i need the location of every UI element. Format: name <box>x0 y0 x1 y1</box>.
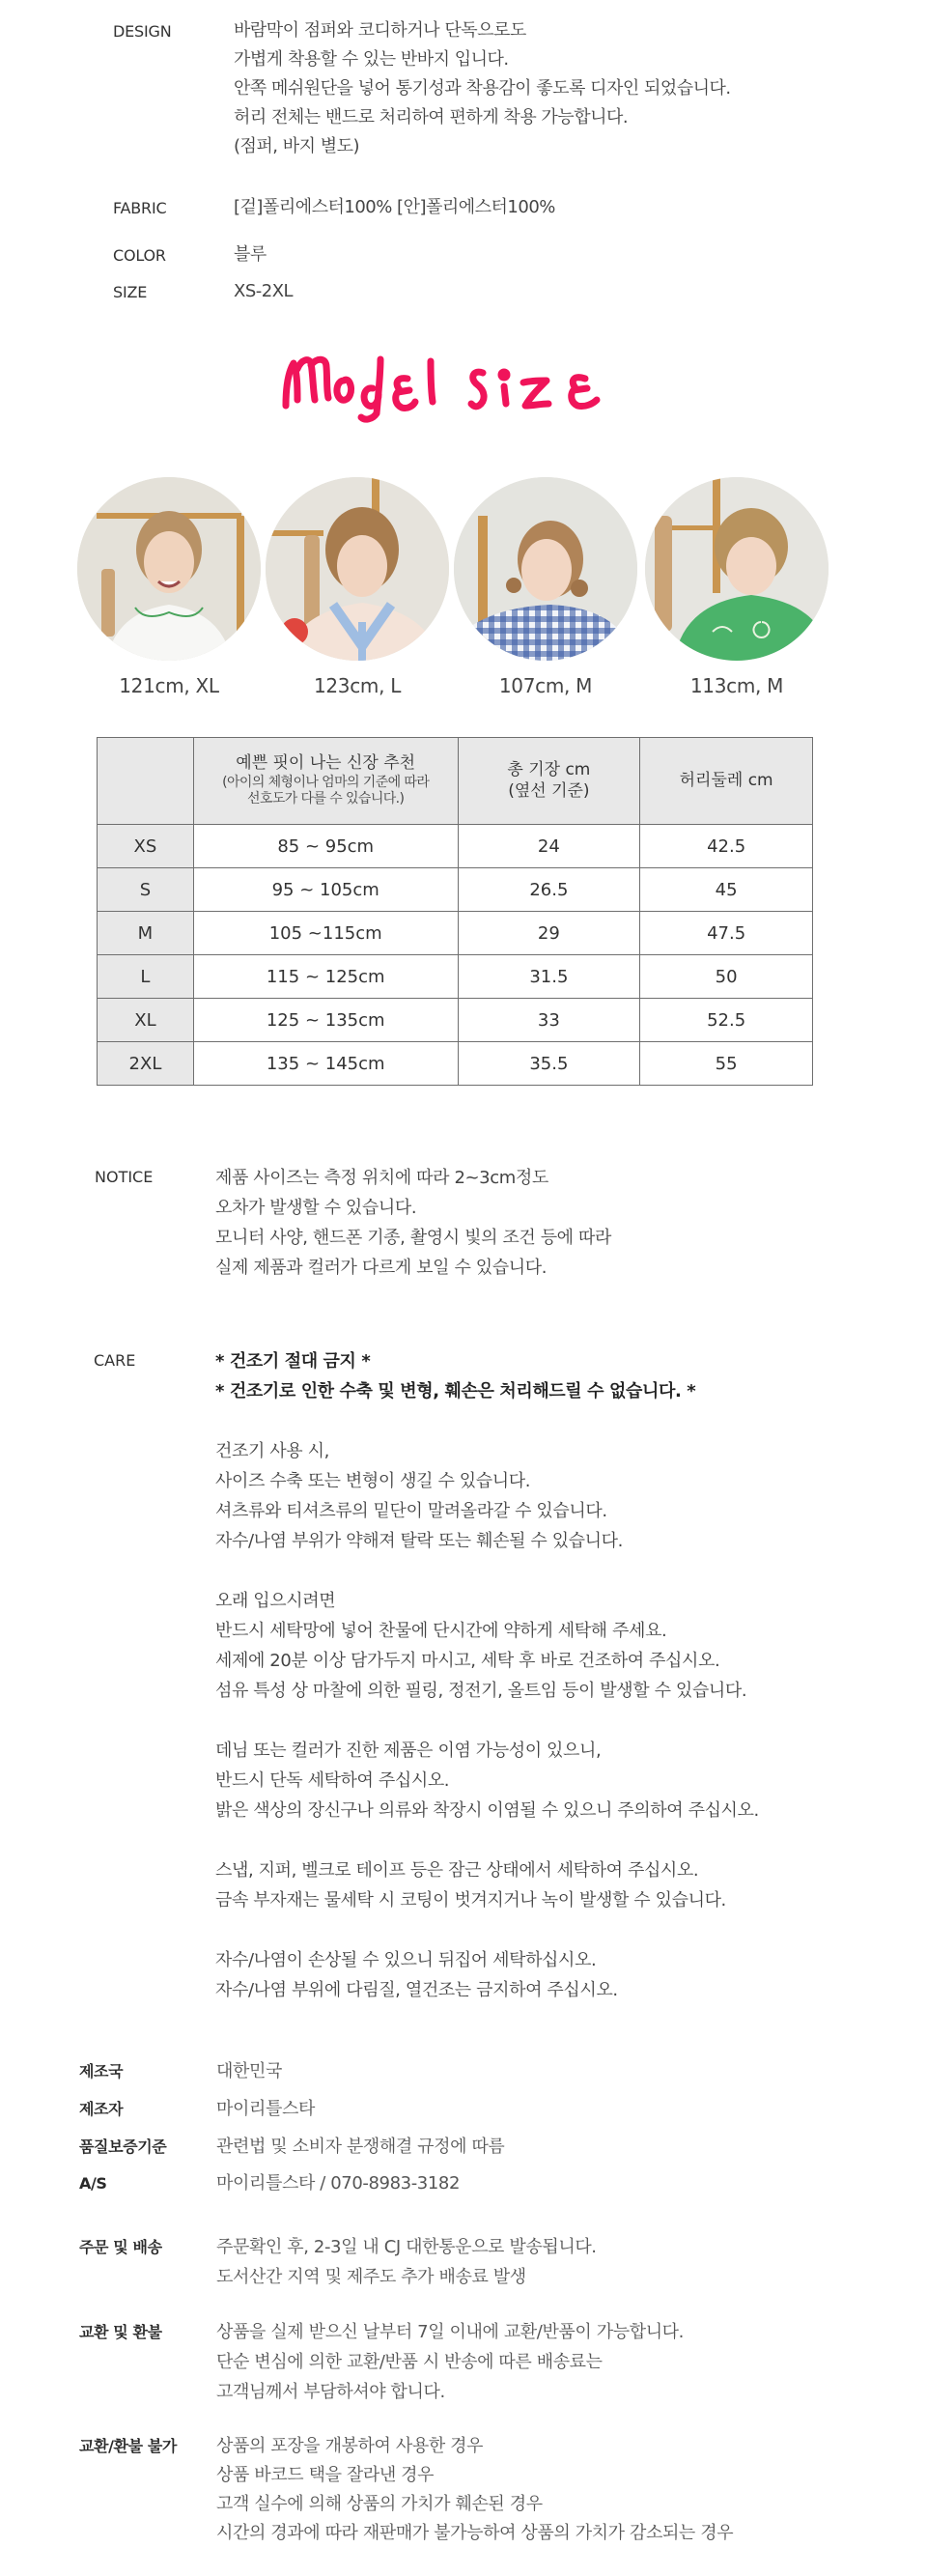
height-cell: 105 ~115cm <box>193 912 458 955</box>
child-portrait-icon <box>454 477 637 661</box>
header-waist-label: 허리둘레 cm <box>679 770 773 790</box>
care-line: 금속 부자재는 물세탁 시 코팅이 벗겨지거나 녹이 발생할 수 있습니다. <box>215 1890 726 1911</box>
child-portrait-icon <box>77 477 261 661</box>
notice-line: 모니터 사양, 핸드폰 기종, 촬영시 빛의 조건 등에 따라 <box>215 1228 611 1248</box>
model-card <box>77 477 261 697</box>
model-card <box>645 477 829 697</box>
waist-cell: 55 <box>640 1042 813 1086</box>
height-cell: 125 ~ 135cm <box>193 999 458 1042</box>
length-cell: 29 <box>458 912 640 955</box>
care-line: 데님 또는 컬러가 진한 제품은 이염 가능성이 있으니, <box>215 1741 602 1761</box>
origin-value: 대한민국 <box>216 2061 282 2081</box>
care-line: 반드시 세탁망에 넣어 찬물에 단시간에 약하게 세탁해 주세요. <box>215 1621 667 1641</box>
length-cell: 35.5 <box>458 1042 640 1086</box>
header-height-sub: (아이의 체형이나 엄마의 기준에 따라 <box>222 774 430 790</box>
design-line: 허리 전체는 밴드로 처리하여 편하게 착용 가능합니다. <box>234 107 629 127</box>
color-value: 블루 <box>234 244 267 265</box>
child-portrait-icon <box>266 477 449 661</box>
table-row <box>98 912 813 955</box>
header-total-length <box>458 738 640 825</box>
quality-value: 관련법 및 소비자 분쟁해결 규정에 따름 <box>216 2137 505 2157</box>
design-description <box>234 16 731 161</box>
header-height-main: 예쁜 핏이 나는 신장 추천 <box>236 753 416 774</box>
model-card <box>454 477 637 697</box>
length-cell: 26.5 <box>458 868 640 912</box>
header-length-main: 총 기장 cm <box>507 760 591 780</box>
size-value: XS-2XL <box>234 281 294 301</box>
size-cell: M <box>98 912 194 955</box>
size-cell: XS <box>98 825 194 868</box>
care-line: 자수/나염이 손상될 수 있으니 뒤집어 세탁하십시오. <box>215 1950 597 1970</box>
care-warning: * 건조기로 인한 수축 및 변형, 훼손은 처리해드릴 수 없습니다. * <box>215 1381 696 1401</box>
shipping-line: 도서산간 지역 및 제주도 추가 배송료 발생 <box>216 2267 526 2287</box>
length-cell: 33 <box>458 999 640 1042</box>
size-label: SIZE <box>113 283 148 301</box>
model-caption: 107cm, M <box>498 674 593 697</box>
design-label: DESIGN <box>113 22 172 41</box>
care-line: 스냅, 지퍼, 벨크로 테이프 등은 잠근 상태에서 세탁하여 주십시오. <box>215 1860 699 1881</box>
table-row <box>98 999 813 1042</box>
exchange-value <box>216 2317 684 2407</box>
care-line: 자수/나염 부위에 다림질, 열건조는 금지하여 주십시오. <box>215 1980 618 2000</box>
model-photo <box>454 477 637 661</box>
header-size <box>98 738 194 825</box>
no-exchange-label: 교환/환불 불가 <box>79 2437 177 2455</box>
header-length-sub: (옆선 기준) <box>508 780 590 801</box>
header-waist <box>640 738 813 825</box>
care-line: 오래 입으시려면 <box>215 1591 336 1611</box>
header-recommended-height <box>193 738 458 825</box>
model-size-heading <box>280 350 620 425</box>
waist-cell: 50 <box>640 955 813 999</box>
table-row <box>98 825 813 868</box>
shipping-label: 주문 및 배송 <box>79 2238 162 2256</box>
exchange-line: 상품을 실제 받으신 날부터 7일 이내에 교환/반품이 가능합니다. <box>216 2322 684 2342</box>
model-photo <box>266 477 449 661</box>
waist-cell: 45 <box>640 868 813 912</box>
maker-label: 제조자 <box>79 2100 124 2118</box>
design-line: (점퍼, 바지 별도) <box>234 136 360 156</box>
fabric-label: FABRIC <box>113 199 167 217</box>
care-line: 섬유 특성 상 마찰에 의한 필링, 정전기, 올트임 등이 발생할 수 있습니다. <box>215 1681 747 1701</box>
no-exchange-value <box>216 2432 733 2548</box>
size-cell: S <box>98 868 194 912</box>
waist-cell: 47.5 <box>640 912 813 955</box>
care-line: 자수/나염 부위가 약해져 탈락 또는 훼손될 수 있습니다. <box>215 1531 623 1551</box>
model-caption: 121cm, XL <box>119 674 219 697</box>
as-label: A/S <box>79 2174 107 2193</box>
model-photo <box>77 477 261 661</box>
care-label: CARE <box>94 1351 136 1370</box>
color-label: COLOR <box>113 246 166 265</box>
model-caption: 113cm, M <box>689 674 784 697</box>
exchange-line: 고객님께서 부담하셔야 합니다. <box>216 2382 445 2402</box>
no-exchange-line: 시간의 경과에 따라 재판매가 불가능하여 상품의 가치가 감소되는 경우 <box>216 2523 734 2543</box>
shipping-line: 주문확인 후, 2-3일 내 CJ 대한통운으로 발송됩니다. <box>216 2237 597 2257</box>
origin-label: 제조국 <box>79 2062 124 2081</box>
length-cell: 24 <box>458 825 640 868</box>
height-cell: 95 ~ 105cm <box>193 868 458 912</box>
quality-label: 품질보증기준 <box>79 2137 167 2156</box>
model-card <box>266 477 449 697</box>
care-body <box>215 1346 759 2005</box>
design-line: 안쪽 메쉬원단을 넣어 통기성과 착용감이 좋도록 디자인 되었습니다. <box>234 78 731 99</box>
care-line: 셔츠류와 티셔츠류의 밑단이 말려올라갈 수 있습니다. <box>215 1501 607 1521</box>
care-line: 세제에 20분 이상 담가두지 마시고, 세탁 후 바로 건조하여 주십시오. <box>215 1651 720 1671</box>
maker-value: 마이리틀스타 <box>216 2099 315 2119</box>
size-cell: 2XL <box>98 1042 194 1086</box>
exchange-label: 교환 및 환불 <box>79 2323 162 2341</box>
shipping-value <box>216 2232 597 2292</box>
care-line: 밝은 색상의 장신구나 의류와 착장시 이염될 수 있으니 주의하여 주십시오. <box>215 1800 759 1821</box>
table-header-row <box>98 738 813 825</box>
length-cell: 31.5 <box>458 955 640 999</box>
table-row <box>98 955 813 999</box>
size-cell: XL <box>98 999 194 1042</box>
table-row <box>98 1042 813 1086</box>
height-cell: 135 ~ 145cm <box>193 1042 458 1086</box>
child-portrait-icon <box>645 477 829 661</box>
model-caption: 123cm, L <box>313 674 402 697</box>
care-line: 사이즈 수축 또는 변형이 생길 수 있습니다. <box>215 1471 531 1491</box>
design-line: 바람막이 점퍼와 코디하거나 단독으로도 <box>234 20 526 41</box>
care-line: 반드시 단독 세탁하여 주십시오. <box>215 1770 450 1791</box>
as-value: 마이리틀스타 / 070-8983-3182 <box>216 2173 460 2194</box>
notice-line: 실제 제품과 컬러가 다르게 보일 수 있습니다. <box>215 1258 548 1278</box>
no-exchange-line: 상품의 포장을 개봉하여 사용한 경우 <box>216 2436 484 2456</box>
table-row <box>98 868 813 912</box>
model-size-lettering-icon <box>280 350 620 425</box>
size-cell: L <box>98 955 194 999</box>
care-warning: * 건조기 절대 금지 * <box>215 1351 371 1372</box>
waist-cell: 52.5 <box>640 999 813 1042</box>
notice-line: 오차가 발생할 수 있습니다. <box>215 1198 417 1218</box>
notice-label: NOTICE <box>95 1168 154 1186</box>
exchange-line: 단순 변심에 의한 교환/반품 시 반송에 따른 배송료는 <box>216 2352 603 2372</box>
header-height-sub: 선호도가 다를 수 있습니다.) <box>246 791 405 807</box>
height-cell: 115 ~ 125cm <box>193 955 458 999</box>
care-line: 건조기 사용 시, <box>215 1441 329 1461</box>
no-exchange-line: 고객 실수에 의해 상품의 가치가 훼손된 경우 <box>216 2494 543 2514</box>
waist-cell: 42.5 <box>640 825 813 868</box>
notice-body <box>215 1163 611 1283</box>
notice-line: 제품 사이즈는 측정 위치에 따라 2~3cm정도 <box>215 1168 548 1188</box>
model-photo <box>645 477 829 661</box>
height-cell: 85 ~ 95cm <box>193 825 458 868</box>
fabric-value: [겉]폴리에스터100% [안]폴리에스터100% <box>234 197 555 217</box>
no-exchange-line: 상품 바코드 택을 잘라낸 경우 <box>216 2465 435 2485</box>
size-chart-table <box>97 737 813 1086</box>
design-line: 가볍게 착용할 수 있는 반바지 입니다. <box>234 49 509 70</box>
